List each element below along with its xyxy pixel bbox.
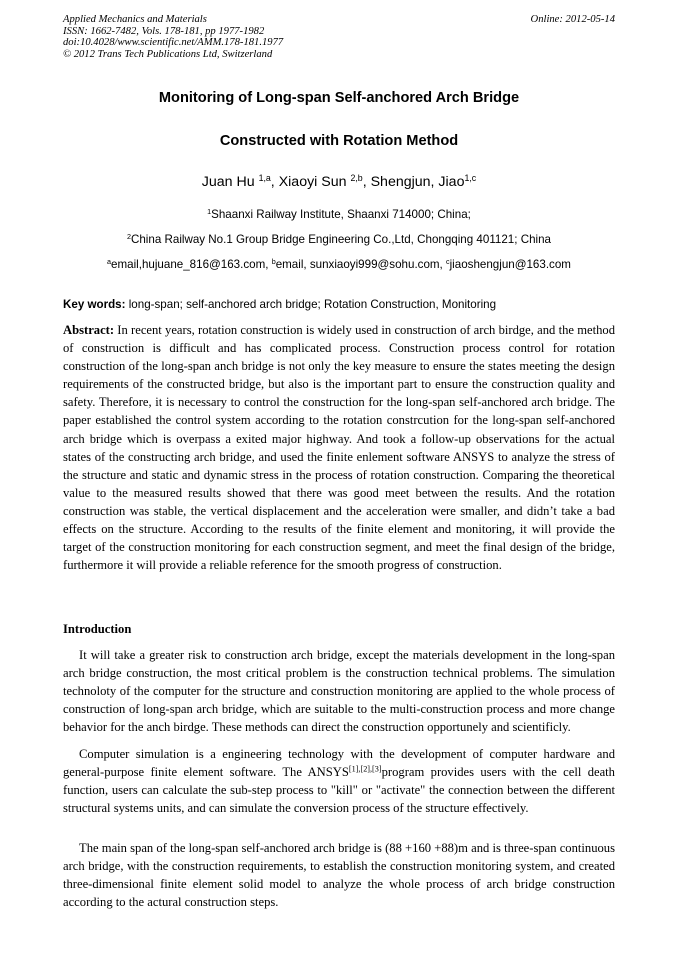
paper-title-line-1: Monitoring of Long-span Self-anchored Arch Bridge — [158, 90, 520, 106]
email-marker: a — [107, 257, 112, 267]
journal-name: Applied Mechanics and Materials — [63, 14, 207, 25]
email-text: email, sunxiaoyi999@sohu.com, — [275, 258, 447, 271]
keywords-text: long-span; self-anchored arch bridge; Rotation Construction, Monitoring — [125, 298, 497, 311]
email-text: email,hujuane_816@163.com, — [111, 258, 272, 271]
abstract — [63, 321, 615, 574]
email-marker: c — [446, 257, 450, 267]
affiliation-2 — [0, 233, 678, 246]
intro-paragraph-2 — [63, 745, 615, 817]
issn-line: ISSN: 1662-7482, Vols. 178-181, pp 1977-1982 — [63, 25, 265, 37]
paragraph-text: program provides users with the cell death function, users can calculate the sub-step process to "kill" or "activate" the connection between the different structural systems units, and can simulate the conversion process of the structure effectively. — [63, 765, 615, 816]
author-name: Xiaoyi Sun — [278, 174, 351, 190]
affiliation-marker: 2 — [126, 232, 131, 242]
section-heading-introduction: Introduction — [63, 622, 132, 636]
author-name: Shengjun, Jiao — [370, 174, 465, 190]
abstract-text: In recent years, rotation construction is widely used in construction of arch birdge, and the method of construction is difficult and has complicated process. Construction process control for rotation construction of the long-span anch bridge is not only the key measure to ensure the states meeting the design requirements of the constructed bridge, but also is the important part to ensure the construction quality and safety. Therefore, it is necessary to control the construction for the long-span self-anchored arch bridge. The paper established the control system according to the rotation constrcution for the long-span self-anchored arch bridge which is overpass a exited major highway. And took a follow-up observations for the actual states of the constructing arch bridge, and used the finite enlement software ANSYS to analyze the stress of the structure and static and dynamic stress in the process of rotation construction. Comparing the theoretical value to the measured results showed that there was good meet between the results. And the rotation construction was stable, the vertical displacement and the acceleration were smaller, and didn’t take a bad effects on the structure. According to the results of the finite element and monitoring, it will provide the target of the construction monitoring for each construction segment, and meet the final design of the bridge, furthermore it will provide a reliable reference for the smooth progress of construction. — [63, 323, 615, 573]
intro-paragraph-3: The main span of the long-span self-anchored arch bridge is (88 +160 +88)m and is three-span continuous arch bridge, with the construction requirements, to establish the construction monitoring system, and created three-dimensional finite element solid model to analyze the whole process of arch bridge construction according to the actural construction steps. — [63, 841, 615, 910]
email-text: jiaoshengjun@163.com — [449, 258, 571, 271]
affiliation-1 — [0, 208, 678, 221]
keywords-label: Key words: — [63, 298, 126, 311]
email-list — [0, 258, 678, 271]
intro-paragraph-1: It will take a greater risk to construction arch bridge, except the materials development in the long-span arch bridge construction, the most critical problem is the construction technical problems. The simulation technoloty of the computer for the structure and construction monitoring are applied to the whole process of construction of long-span arch bridge, which are suitable to the multi-construction process and more change behavior for the anch birdge. These methods can direct the construction opportunely and scientificly. — [63, 648, 615, 735]
affiliation-text: Shaanxi Railway Institute, Shaanxi 714000; China; — [211, 208, 471, 221]
author-list — [0, 174, 678, 190]
copyright-line: © 2012 Trans Tech Publications Ltd, Switzerland — [63, 48, 273, 60]
email-marker: b — [271, 257, 276, 267]
affiliation-marker: 1 — [207, 207, 212, 217]
author-separator: , — [270, 174, 279, 190]
abstract-label: Abstract: — [63, 323, 115, 337]
author-affiliation-marker: 1,a — [258, 173, 271, 184]
affiliation-text: China Railway No.1 Group Bridge Engineering Co.,Ltd, Chongqing 401121; China — [130, 233, 551, 246]
citation-markers: [1],[2],[3] — [348, 764, 382, 774]
author-affiliation-marker: 2,b — [350, 173, 363, 184]
author-separator: , — [362, 174, 371, 190]
doi-line: doi:10.4028/www.scientific.net/AMM.178-181.1977 — [63, 37, 284, 48]
paper-title-line-2: Constructed with Rotation Method — [219, 133, 459, 149]
online-date: Online: 2012-05-14 — [530, 14, 615, 25]
author-name: Juan Hu — [201, 174, 259, 190]
journal-header — [63, 14, 283, 60]
keywords — [63, 298, 496, 311]
paragraph-text: Computer simulation is a engineering technology with the development of computer hardware and general-purpose finite element software. The ANSYS — [63, 747, 615, 780]
author-affiliation-marker: 1,c — [464, 173, 477, 184]
